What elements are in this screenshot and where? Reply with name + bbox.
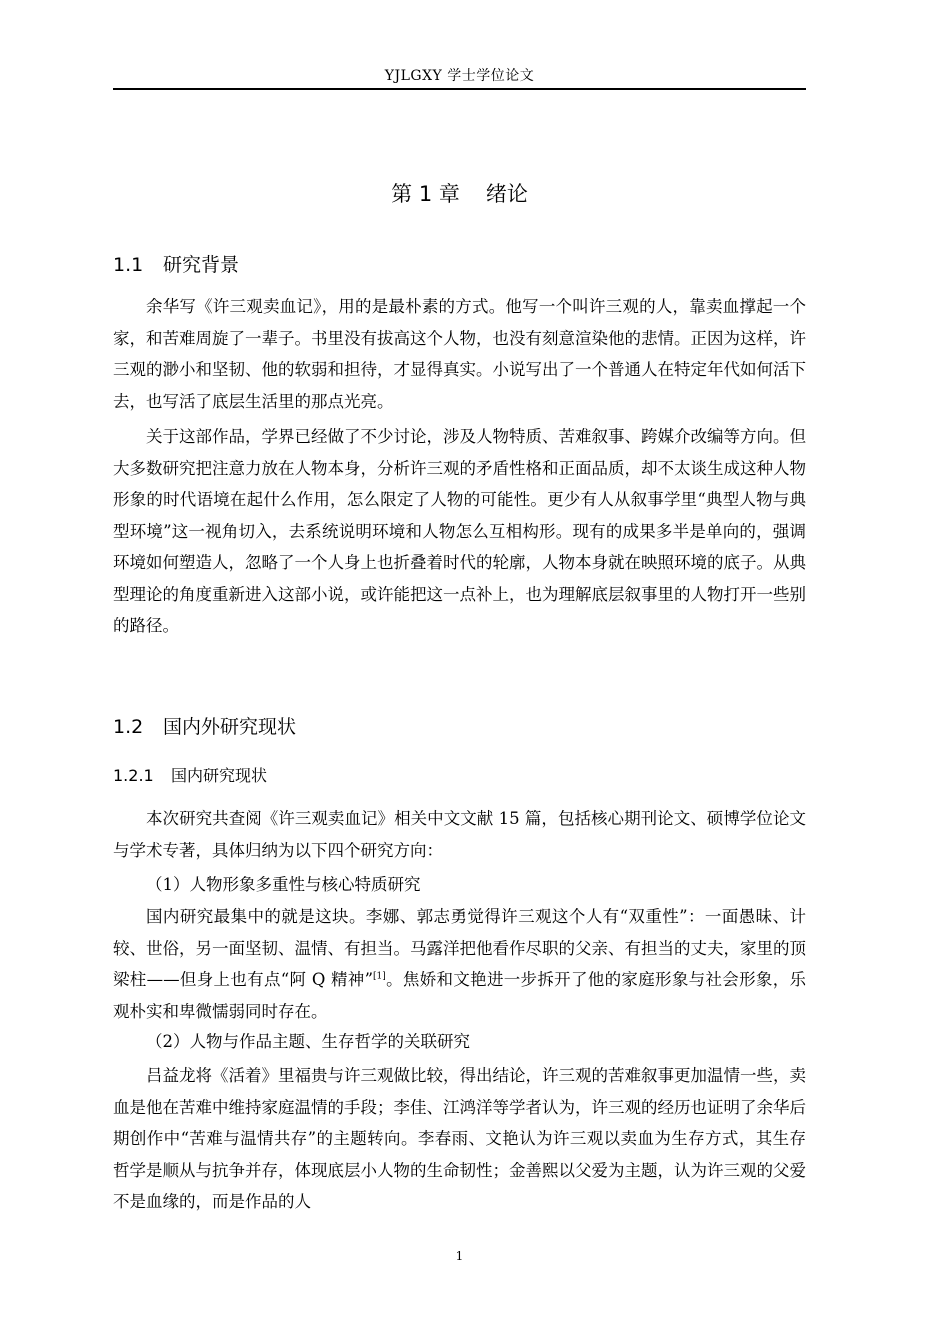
paragraph-domestic-intro: 本次研究共查阅《许三观卖血记》相关中文文献 15 篇，包括核心期刊论文、硕博学位论文与学术专著，具体归纳为以下四个研究方向： xyxy=(113,809,806,860)
section-number: 1.2 xyxy=(113,716,144,738)
paragraph-direction-2: 吕益龙将《活着》里福贵与许三观做比较，得出结论，许三观的苦难叙事更加温情一些，卖血是他在苦难中维持家庭温情的手段；李佳、江鸿洋等学者认为，许三观的经历也证明了余华后期创作中“苦难与温情共存”的主题转向。李春雨、文艳认为许三观以卖血为生存方式，其生存哲学是顺从与抗争并存，体现底层小人物的生命韧性；金善熙以父爱为主题，认为许三观的父爱不是血缘的，而是作品的人 xyxy=(113,1066,806,1211)
paragraph-direction-1 xyxy=(113,901,806,1027)
running-header: YJLGXY 学士学位论文 xyxy=(384,68,535,84)
paragraph-background-1: 余华写《许三观卖血记》，用的是最朴素的方式。他写一个叫许三观的人，靠卖血撑起一个家，和苦难周旋了一辈子。书里没有拔高这个人物，也没有刻意渲染他的悲情。正因为这样，许三观的渺小和坚韧、他的软弱和担待，才显得真实。小说写出了一个普通人在特定年代如何活下去，也写活了底层生活里的那点光亮。 xyxy=(113,297,806,411)
subsection-title: 国内研究现状 xyxy=(171,766,268,785)
subsection-number: 1.2.1 xyxy=(113,766,154,785)
subsection-heading-1-2-1 xyxy=(113,763,267,789)
header-rule xyxy=(113,88,806,90)
research-direction-heading-2: （2）人物与作品主题、生存哲学的关联研究 xyxy=(146,1032,470,1051)
section-heading-1-2 xyxy=(113,712,296,742)
section-heading-1-1 xyxy=(113,250,239,280)
chapter-title xyxy=(113,178,806,210)
section-title: 国内外研究现状 xyxy=(163,716,297,738)
chapter-name: 绪论 xyxy=(485,182,528,206)
paragraph-direction-1-text-a: 国内研究最集中的就是这块。李娜、郭志勇觉得许三观这个人有“双重性”：一面愚昧、计较、世俗，另一面坚韧、温情、有担当。马露洋把他看作尽职的父亲、有担当的丈夫，家里的顶梁柱——但身上也有点“阿 Q 精神” xyxy=(113,907,806,989)
section-title: 研究背景 xyxy=(163,254,240,276)
paragraph-direction-1-text-b: 。焦娇和文艳进一步拆开了他的家庭形象与社会形象，乐观朴实和卑微懦弱同时存在。 xyxy=(113,970,807,1021)
page-number: 1 xyxy=(455,1249,464,1263)
paragraph-background-2: 关于这部作品，学界已经做了不少讨论，涉及人物特质、苦难叙事、跨媒介改编等方向。但大多数研究把注意力放在人物本身，分析许三观的矛盾性格和正面品质，却不太谈生成这种人物形象的时代语境在起什么作用，怎么限定了人物的可能性。更少有人从叙事学里“典型人物与典型环境”这一视角切入，去系统说明环境和人物怎么互相构形。现有的成果多半是单向的，强调环境如何塑造人，忽略了一个人身上也折叠着时代的轮廓，人物本身就在映照环境的底子。从典型理论的角度重新进入这部小说，或许能把这一点补上，也为理解底层叙事里的人物打开一些别的路径。 xyxy=(113,427,806,635)
citation-ref-1: [1] xyxy=(373,971,386,982)
chapter-number: 第 1 章 xyxy=(391,182,460,206)
section-number: 1.1 xyxy=(113,254,144,276)
research-direction-heading-1: （1）人物形象多重性与核心特质研究 xyxy=(146,875,421,894)
